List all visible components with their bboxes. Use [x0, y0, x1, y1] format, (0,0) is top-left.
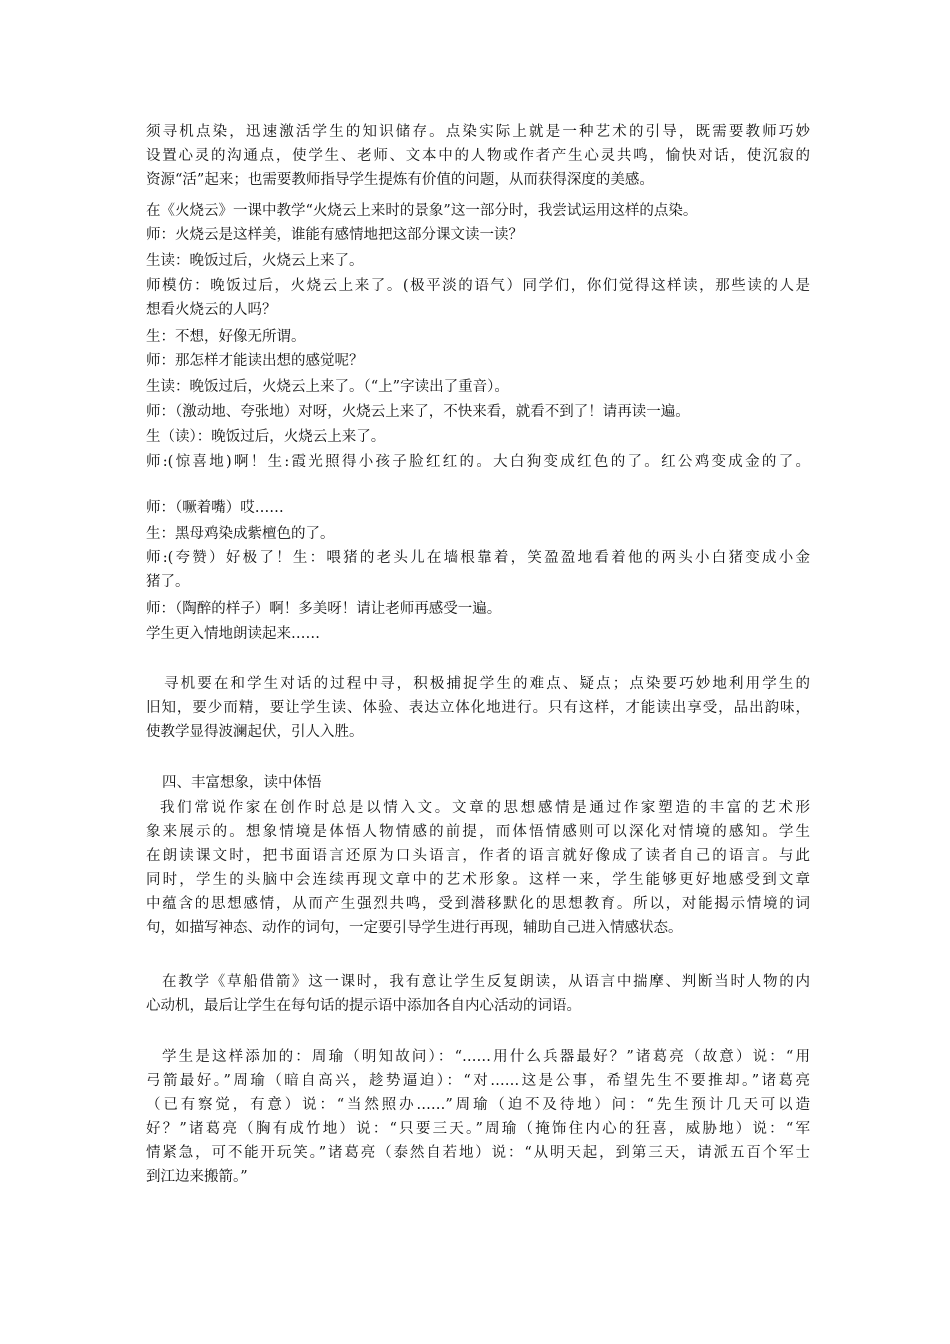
text-line: 师：（噘着嘴）哎……: [146, 500, 284, 516]
text-line: 到江边来搬箭。”: [146, 1169, 248, 1185]
dialogue-line: [146, 622, 810, 646]
section-heading-four: [146, 771, 810, 795]
text-line: 好？”诸葛亮（胸有成竹地）说：“只要三天。”周瑜（掩饰住内心的狂喜，威胁地）说：“军: [146, 1121, 810, 1137]
paragraph-caochuanjiejian: [146, 970, 810, 1018]
paragraph-xunji-summary: [146, 672, 810, 744]
text-line: 师:(夸赞）好极了！生：喂猪的老头儿在墙根靠着，笑盈盈地看着他的两头小白猪变成小金: [146, 550, 810, 566]
text-line: 生：黑母鸡染成紫檀色的了。: [146, 526, 335, 542]
paragraph-dianran-intro: [146, 120, 810, 192]
text-line: 学生更入情地朗读起来……: [146, 626, 320, 642]
text-line: 须寻机点染，迅速激活学生的知识储存。点染实际上就是一种艺术的引导，既需要教师巧妙: [146, 124, 810, 140]
text-line: 句，如描写神态、动作的词句，一定要引导学生进行再现，辅助自己进入情感状态。: [146, 920, 683, 936]
text-line: 师：那怎样才能读出想的感觉呢？: [146, 353, 364, 369]
text-line: 师:(惊喜地)啊！生:霞光照得小孩子脸红红的。大白狗变成红色的了。红公鸡变成金的了。: [146, 454, 810, 470]
text-line: 想看火烧云的人吗？: [146, 302, 277, 318]
text-line: 情紧急，可不能开玩笑。”诸葛亮（泰然自若地）说：“从明天起，到第三天，请派五百个军士: [146, 1145, 810, 1161]
text-line: 生（读）：晚饭过后，火烧云上来了。: [146, 429, 386, 445]
text-line: 师：火烧云是这样美，谁能有感情地把这部分课文读一读？: [146, 227, 523, 243]
paragraph-student-additions: [146, 1045, 810, 1189]
text-line: 学生是这样添加的：周瑜（明知故问）：“……用什么兵器最好？”诸葛亮（故意）说：“用: [162, 1049, 810, 1065]
section-heading: 四、丰富想象，读中体悟: [162, 775, 322, 791]
text-line: 生读：晚饭过后，火烧云上来了。（“上”字读出了重音）。: [146, 379, 509, 395]
dialogue-line: [146, 249, 810, 273]
text-line: 生读：晚饭过后，火烧云上来了。: [146, 253, 364, 269]
text-line: 在《火烧云》一课中教学“火烧云上来时的景象”这一部分时，我尝试运用这样的点染。: [146, 203, 698, 219]
text-line: 我们常说作家在创作时总是以情入文。文章的思想感情是通过作家塑造的丰富的艺术形: [160, 800, 810, 816]
dialogue-line: [146, 496, 810, 520]
text-line: 象来展示的。想象情境是体悟人物情感的前提，而体悟情感则可以深化对情境的感知。学生: [146, 824, 810, 840]
text-line: 师：（陶醉的样子）啊！多美呀！请让老师再感受一遍。: [146, 601, 502, 617]
text-line: 师模仿：晚饭过后，火烧云上来了。(极平淡的语气）同学们，你们觉得这样读，那些读的人是: [146, 278, 810, 294]
text-line: 同时，学生的头脑中会连续再现文章中的艺术形象。这样一来，学生能够更好地感受到文章: [146, 872, 810, 888]
dialogue-line: [146, 349, 810, 373]
dialogue-line: [146, 450, 810, 474]
text-line: 资源“活”起来；也需要教师指导学生提炼有价值的问题，从而获得深度的美感。: [146, 172, 654, 188]
dialogue-line: [146, 597, 810, 621]
dialogue-line: [146, 546, 810, 594]
text-line: 旧知，要少而精，要让学生读、体验、表达立体化地进行。只有这样，才能读出享受，品出韵味，: [146, 700, 810, 716]
text-line: 寻机要在和学生对话的过程中寻，积极捕捉学生的难点、疑点；点染要巧妙地利用学生的: [164, 676, 810, 692]
text-line: 使教学显得波澜起伏，引人入胜。: [146, 724, 364, 740]
dialogue-line: [146, 425, 810, 449]
dialogue-line: [146, 223, 810, 247]
dialogue-line: [146, 274, 810, 322]
text-line: 猪了。: [146, 574, 190, 590]
paragraph-imagination: [146, 796, 810, 940]
text-line: 在朗读课文时，把书面语言还原为口头语言，作者的语言就好像成了读者自己的语言。与此: [146, 848, 810, 864]
text-line: 师：（激动地、夸张地）对呀，火烧云上来了，不快来看，就看不到了！请再读一遍。: [146, 404, 690, 420]
text-line: 在教学《草船借箭》这一课时，我有意让学生反复朗读，从语言中揣摩、判断当时人物的内: [162, 974, 810, 990]
text-line: 设置心灵的沟通点，使学生、老师、文本中的人物或作者产生心灵共鸣，愉快对话，使沉寂的: [146, 148, 810, 164]
dialogue-line: [146, 325, 810, 349]
dialogue-line: [146, 400, 810, 424]
text-line: 弓箭最好。”周瑜（暗自高兴，趁势逼迫）：“对……这是公事，希望先生不要推却。”诸葛亮: [146, 1073, 810, 1089]
text-line: 生：不想，好像无所谓。: [146, 329, 306, 345]
dialogue-line: [146, 375, 810, 399]
text-line: 心动机，最后让学生在每句话的提示语中添加各自内心活动的词语。: [146, 998, 581, 1014]
paragraph-huoshaoyun-example: [146, 199, 810, 223]
text-line: （已有察觉，有意）说：“当然照办……”周瑜（迫不及待地）问：“先生预计几天可以造: [146, 1097, 810, 1113]
dialogue-line: [146, 522, 810, 546]
text-line: 中蕴含的思想感情，从而产生强烈共鸣，受到潜移默化的思想教育。所以，对能揭示情境的词: [146, 896, 810, 912]
